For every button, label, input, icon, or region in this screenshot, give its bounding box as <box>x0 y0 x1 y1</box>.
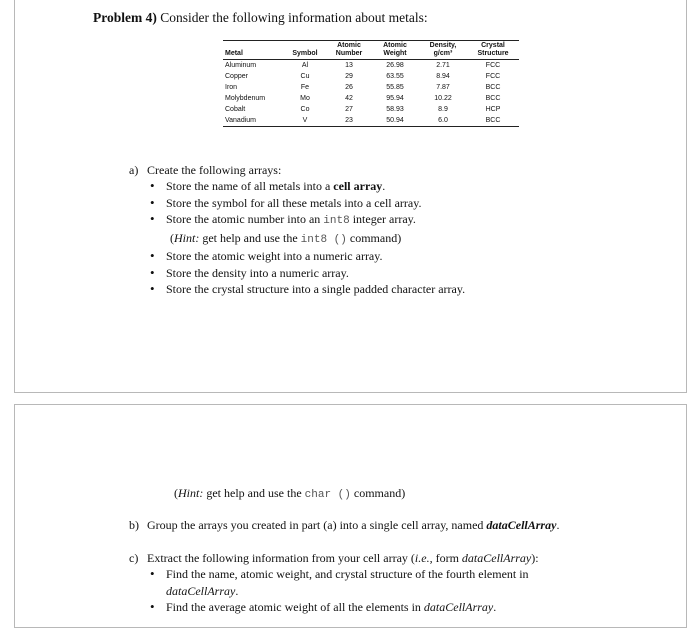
table-row <box>223 60 519 72</box>
list-item: • Store the density into a numeric array. <box>148 265 465 282</box>
cell-structure: FCC <box>485 62 501 69</box>
cell-atomic-weight: 26.98 <box>386 62 404 69</box>
list-item: • Find the average atomic weight of all the elements in dataCellArray. <box>148 599 648 616</box>
part-a-label: a) <box>129 163 139 177</box>
table-header-row <box>223 41 519 60</box>
cell-metal: Cobalt <box>225 106 246 113</box>
list-item: • Find the name, atomic weight, and crystal structure of the fourth element in dataCellArray. <box>148 566 648 599</box>
cell-symbol: Fe <box>300 84 310 91</box>
cell-atomic-weight: 58.93 <box>386 106 404 113</box>
cell-atomic-number: 23 <box>345 117 353 124</box>
cell-atomic-weight: 50.94 <box>386 117 404 124</box>
problem-text: Consider the following information about metals: <box>156 10 428 25</box>
header-density: Density, g/cm³ <box>429 42 457 57</box>
list-item: • Store the crystal structure into a single padded character array. <box>148 281 465 298</box>
cell-structure: FCC <box>485 73 501 80</box>
part-a-text: Create the following arrays: <box>147 163 282 177</box>
cell-atomic-number: 27 <box>345 106 353 113</box>
table-row <box>223 104 519 115</box>
table-row <box>223 115 519 127</box>
cell-symbol: Co <box>300 106 310 113</box>
table-row <box>223 93 519 104</box>
table-row <box>223 82 519 93</box>
part-b: b) Group the arrays you created in part (a) into a single cell array, named dataCellArray. <box>129 518 560 532</box>
cell-atomic-weight: 95.94 <box>386 95 404 102</box>
list-item: • Store the atomic number into an int8 integer array. <box>148 211 465 230</box>
cell-atomic-number: 13 <box>345 62 353 69</box>
cell-structure: BCC <box>485 84 501 91</box>
cell-symbol: V <box>302 117 308 124</box>
cell-metal: Molybdenum <box>225 95 266 102</box>
cell-atomic-weight: 55.85 <box>386 84 404 91</box>
part-a-list <box>148 178 465 298</box>
header-crystal-structure: Crystal Structure <box>477 42 509 57</box>
part-c-list <box>148 566 648 616</box>
cell-density: 8.9 <box>438 106 448 113</box>
cell-structure: BCC <box>485 95 501 102</box>
part-c-label: c) <box>129 551 139 565</box>
cell-density: 6.0 <box>438 117 448 124</box>
header-atomic-number: Atomic Number <box>335 42 363 57</box>
cell-structure: HCP <box>485 106 501 113</box>
cell-atomic-weight: 63.55 <box>386 73 404 80</box>
list-item: • Store the symbol for all these metals into a cell array. <box>148 195 465 212</box>
cell-atomic-number: 26 <box>345 84 353 91</box>
cell-metal: Iron <box>225 84 238 91</box>
cell-density: 7.87 <box>436 84 450 91</box>
cell-symbol: Al <box>301 62 309 69</box>
cell-metal: Copper <box>225 73 248 80</box>
hint-line: (Hint: get help and use the int8 () command) <box>170 230 402 246</box>
table-row <box>223 71 519 82</box>
cell-symbol: Mo <box>300 95 310 102</box>
char-hint-line: (Hint: get help and use the char () command) <box>174 486 406 501</box>
cell-metal: Vanadium <box>225 117 257 124</box>
cell-density: 2.71 <box>436 62 450 69</box>
part-c: c) Extract the following information from your cell array (i.e., form dataCellArray): <box>129 551 539 565</box>
part-a-heading <box>129 162 281 178</box>
header-symbol: Symbol <box>292 50 318 57</box>
cell-atomic-number: 29 <box>345 73 353 80</box>
cell-atomic-number: 42 <box>345 95 353 102</box>
problem-title <box>93 10 428 26</box>
metals-table <box>223 40 519 127</box>
document-page-2 <box>14 404 687 628</box>
cell-structure: BCC <box>485 117 501 124</box>
document-page-1 <box>14 0 687 393</box>
cell-metal: Aluminum <box>225 62 257 69</box>
cell-symbol: Cu <box>300 73 310 80</box>
cell-density: 10.22 <box>434 95 452 102</box>
problem-label: Problem 4) <box>93 10 157 25</box>
cell-density: 8.94 <box>436 73 450 80</box>
header-metal: Metal <box>225 50 243 57</box>
part-b-label: b) <box>129 518 139 532</box>
list-item: • Store the atomic weight into a numeric array. <box>148 248 465 265</box>
header-atomic-weight: Atomic Weight <box>383 42 407 57</box>
list-item: • Store the name of all metals into a cell array. <box>148 178 465 195</box>
